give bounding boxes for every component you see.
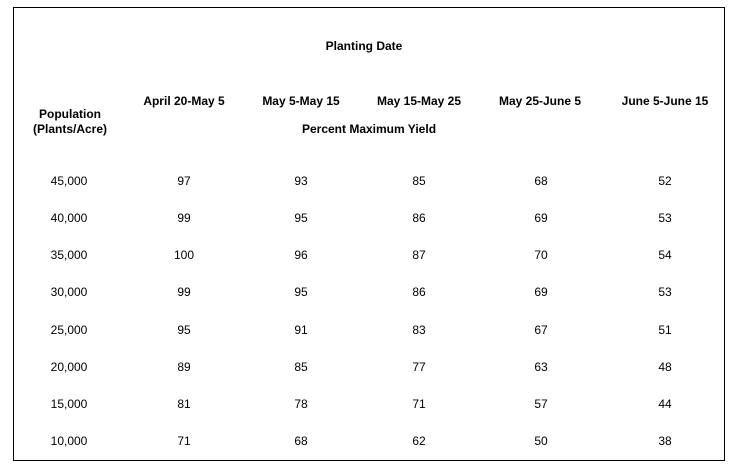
population-cell: 40,000: [50, 211, 88, 225]
value-cell: 91: [294, 323, 308, 337]
population-cell: 20,000: [50, 360, 88, 374]
value-cell: 68: [534, 174, 548, 188]
value-cell: 53: [658, 211, 672, 225]
population-header-line1: Population: [39, 107, 101, 121]
value-cell: 53: [658, 285, 672, 299]
table-title: Planting Date: [325, 39, 403, 53]
population-header-line2: (Plants/Acre): [32, 122, 108, 136]
population-column-header: [33, 107, 107, 137]
population-cell: 45,000: [50, 174, 88, 188]
table-frame: [13, 7, 725, 461]
value-cell: 77: [412, 360, 426, 374]
population-cell: 10,000: [50, 434, 88, 448]
value-cell: 85: [294, 360, 308, 374]
value-cell: 44: [658, 397, 672, 411]
value-cell: 57: [534, 397, 548, 411]
value-cell: 69: [534, 211, 548, 225]
value-cell: 51: [658, 323, 672, 337]
value-cell: 100: [173, 248, 195, 262]
value-cell: 71: [177, 434, 191, 448]
value-cell: 85: [412, 174, 426, 188]
population-cell: 25,000: [50, 323, 88, 337]
column-header-1: April 20-May 5: [143, 94, 225, 108]
value-cell: 83: [412, 323, 426, 337]
value-cell: 86: [412, 211, 426, 225]
value-cell: 38: [658, 434, 672, 448]
value-cell: 50: [534, 434, 548, 448]
value-cell: 86: [412, 285, 426, 299]
value-cell: 99: [177, 211, 191, 225]
value-cell: 89: [177, 360, 191, 374]
value-cell: 99: [177, 285, 191, 299]
value-cell: 67: [534, 323, 548, 337]
value-cell: 52: [658, 174, 672, 188]
value-cell: 70: [534, 248, 548, 262]
population-cell: 35,000: [50, 248, 88, 262]
table-subheader: Percent Maximum Yield: [301, 122, 437, 136]
column-header-4: May 25-June 5: [498, 94, 582, 108]
population-cell: 30,000: [50, 285, 88, 299]
value-cell: 48: [658, 360, 672, 374]
value-cell: 93: [294, 174, 308, 188]
value-cell: 97: [177, 174, 191, 188]
value-cell: 68: [294, 434, 308, 448]
column-header-3: May 15-May 25: [376, 94, 462, 108]
value-cell: 96: [294, 248, 308, 262]
value-cell: 95: [294, 285, 308, 299]
value-cell: 87: [412, 248, 426, 262]
value-cell: 62: [412, 434, 426, 448]
value-cell: 71: [412, 397, 426, 411]
value-cell: 81: [177, 397, 191, 411]
value-cell: 54: [658, 248, 672, 262]
value-cell: 95: [294, 211, 308, 225]
value-cell: 95: [177, 323, 191, 337]
value-cell: 78: [294, 397, 308, 411]
column-header-5: June 5-June 15: [621, 94, 709, 108]
value-cell: 69: [534, 285, 548, 299]
value-cell: 63: [534, 360, 548, 374]
population-cell: 15,000: [50, 397, 88, 411]
column-header-2: May 5-May 15: [262, 94, 340, 108]
